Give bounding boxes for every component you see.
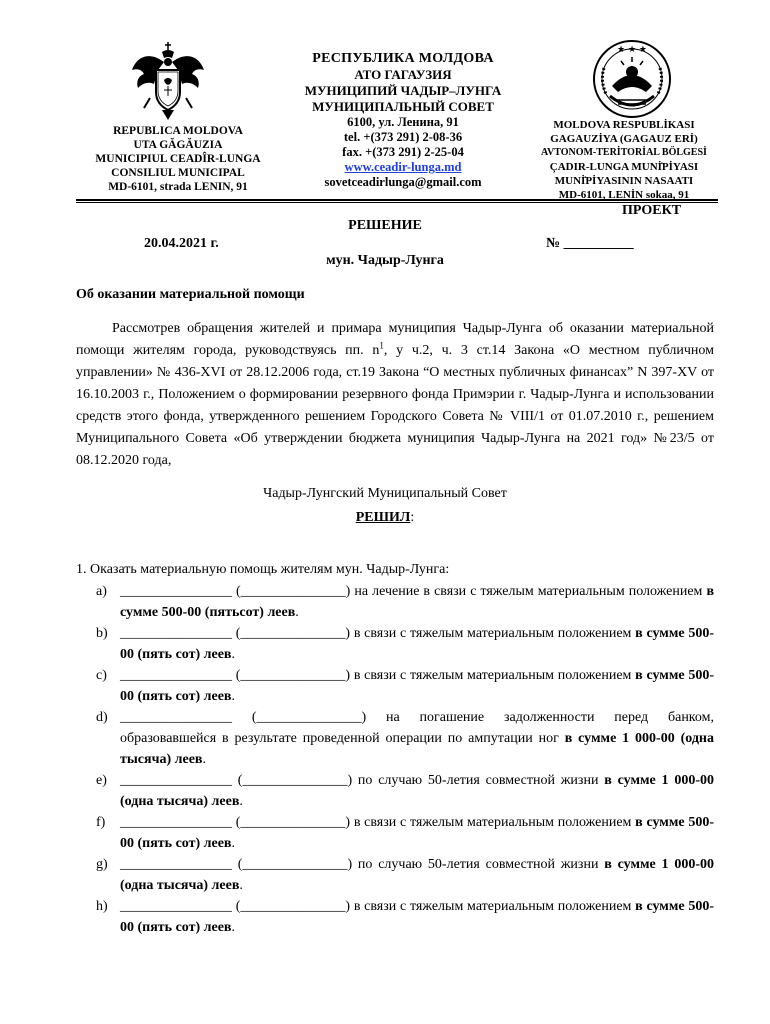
list-item-label: a) [96, 584, 107, 599]
list-item-label: b) [96, 626, 108, 641]
decision-item-1: 1. Оказать материальную помощь жителям мун. Чадыр-Лунга: [76, 562, 450, 577]
list-item [96, 623, 714, 665]
header-left-line: MD-6101, strada LENIN, 91 [108, 181, 248, 193]
list-item-text: ________________ (_______________) в связи с тяжелым материальным положением [120, 899, 636, 914]
header-left-line: UTA GĂGĂUZIA [133, 139, 223, 151]
resolved-heading [0, 510, 770, 526]
list-item-text: ________________ (_______________) в связи с тяжелым материальным положением [120, 815, 636, 830]
list-item-amount: в сумме 1 000-00 (одна тысяча) леев [120, 731, 714, 767]
header-right-line: AVTONOM-TERİTORİAL BÖLGESİ [541, 147, 707, 158]
list-item [96, 770, 714, 812]
list-item-end: . [295, 605, 299, 620]
list-item-label: c) [96, 668, 107, 683]
list-item [96, 854, 714, 896]
list-item-end: . [239, 878, 243, 893]
document-place: мун. Чадыр-Лунга [326, 253, 444, 268]
header-title: РЕСПУБЛИКА МОЛДОВА [312, 51, 494, 66]
moldova-coat-of-arms-icon [128, 40, 208, 124]
header-phone: tel. +(373 291) 2-08-36 [343, 130, 463, 144]
header-left-line: MUNICIPIUL CEADÎR-LUNGA [95, 153, 261, 165]
header-email: sovetceadirlunga@gmail.com [324, 175, 482, 189]
preamble-text-cont: , у ч.2, ч. 3 ст.14 Закона «О местном публичном управлении» № 436-XVI от 28.12.2006 года, ст.19 Закона “О местных публичных финансах” N 397-XV от 16.10.2003 г., Положением о формировании резервного фонда Примэрии г. Чадыр-Лунга и использовании средств этого фонда, утвержденного решением Городского Совета № VIII/1 от 01.07.2010 г., решением Муниципального Совета «Об утверждении бюджета муниципия Чадыр-Лунга на 2021 год» №23/5 от 08.12.2020 года, [76, 343, 714, 468]
header-right-line: MD-6101, LENİN sokaa, 91 [558, 189, 690, 201]
header-divider [76, 199, 718, 201]
document-type: РЕШЕНИЕ [348, 218, 422, 233]
list-item-amount: в сумме 500-00 (пять сот) леев [120, 899, 715, 935]
preamble-text: Рассмотрев обращения жителей и примара муниципия Чадыр-Лунга об оказании материальной помощи жителям города, руководствуясь пп. n [76, 321, 714, 358]
list-item-amount: в сумме 500-00 (пять сот) леев [120, 626, 715, 662]
list-item-end: . [231, 920, 235, 935]
list-item-label: h) [96, 899, 108, 914]
list-item-text: ________________ (_______________) по случаю 50-летия совместной жизни [120, 773, 605, 788]
header-right-line: GAGAUZİYA (GAGAUZ ERİ) [550, 133, 698, 145]
header-municipality: МУНИЦИПИЙ ЧАДЫР–ЛУНГА [304, 83, 502, 98]
header-region: АТО ГАГАУЗИЯ [354, 67, 452, 82]
list-item-end: . [202, 752, 206, 767]
header-right-line: MUNİ̇PİYASININ NASAATI [554, 175, 694, 187]
list-item-end: . [231, 836, 235, 851]
svg-text:★ ★ ★: ★ ★ ★ [617, 45, 647, 55]
list-item [96, 581, 714, 623]
header-left-block [78, 124, 278, 194]
document-number: № __________ [546, 236, 634, 251]
list-item-amount: в сумме 1 000-00 (одна тысяча) леев [120, 773, 714, 809]
list-item-text: ________________ (_______________) в связи с тяжелым материальным положением [120, 626, 636, 641]
list-item-amount: в сумме 500-00 (пятьсот) леев [120, 584, 714, 620]
list-item-label: g) [96, 857, 108, 872]
header-fax: fax. +(373 291) 2-25-04 [342, 145, 464, 159]
header-right-line: ÇADIR-LUNGA MUNİ̇PİYASI [549, 161, 699, 173]
list-item-text: ________________ (_______________) в связи с тяжелым материальным положением [120, 668, 636, 683]
list-item-label: f) [96, 815, 106, 830]
header-right-line: MOLDOVA RESPUBLİKASI [553, 119, 695, 131]
header-council: МУНИЦИПАЛЬНЫЙ СОВЕТ [312, 99, 494, 114]
list-item [96, 707, 714, 770]
list-item-label: e) [96, 773, 107, 788]
website-link[interactable]: www.ceadir-lunga.md [344, 160, 462, 174]
gagauzia-coat-of-arms-icon [584, 38, 680, 120]
list-item-text: ________________ (_______________) на погашение задолженности перед банком, образовавшейся в результате проведенной операции по ампутации ног [120, 710, 714, 746]
header-address: 6100, ул. Ленина, 91 [347, 115, 459, 129]
list-item-text: ________________ (_______________) на лечение в связи с тяжелым материальным положением [120, 584, 707, 599]
preamble-paragraph [76, 318, 714, 472]
list-item-end: . [231, 689, 235, 704]
beneficiary-list [96, 581, 714, 938]
list-item-end: . [231, 647, 235, 662]
preamble-superscript: 1 [379, 340, 384, 351]
header-left-line: REPUBLICA MOLDOVA [113, 125, 243, 137]
header-center-block [283, 50, 523, 190]
list-item [96, 812, 714, 854]
document-date: 20.04.2021 г. [144, 236, 219, 251]
document-subject: Об оказании материальной помощи [76, 287, 305, 302]
list-item-label: d) [96, 710, 108, 725]
resolved-word: РЕШИЛ [355, 510, 411, 525]
list-item-amount: в сумме 1 000-00 (одна тысяча) леев [120, 857, 714, 893]
council-name: Чадыр-Лунгский Муниципальный Совет [263, 486, 507, 501]
list-item-end: . [239, 794, 243, 809]
draft-label: ПРОЕКТ [622, 203, 682, 218]
list-item-amount: в сумме 500-00 (пять сот) леев [120, 668, 715, 704]
list-item [96, 665, 714, 707]
list-item [96, 896, 714, 938]
list-item-amount: в сумме 500-00 (пять сот) леев [120, 815, 715, 851]
header-right-block [530, 118, 718, 202]
header-left-line: CONSILIUL MUNICIPAL [111, 167, 245, 179]
list-item-text: ________________ (_______________) по случаю 50-летия совместной жизни [120, 857, 605, 872]
resolved-colon: : [410, 510, 415, 525]
